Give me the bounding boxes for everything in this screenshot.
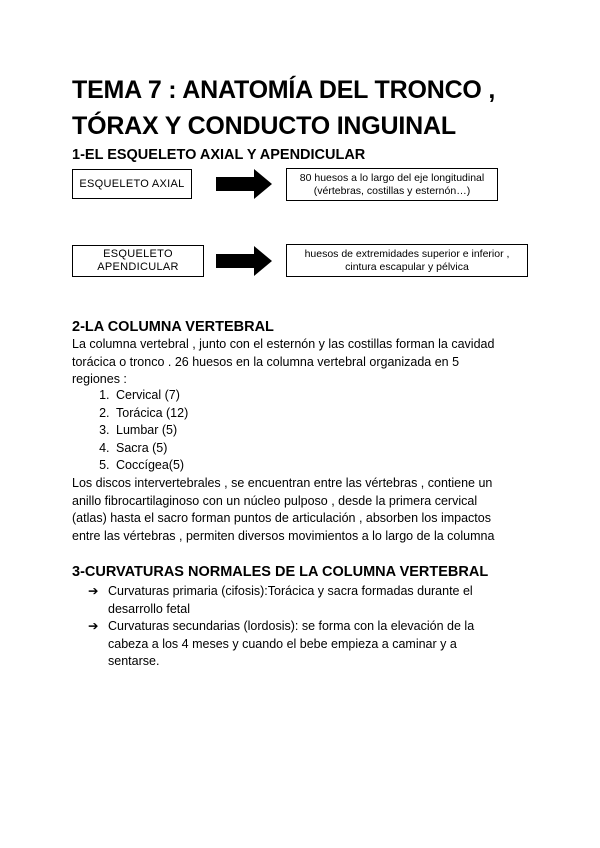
list-item	[88, 583, 528, 618]
bullet-line: Curvaturas primaria (cifosis):Torácica y sacra formadas durante el	[108, 584, 473, 598]
title-line-1: TEMA 7 : ANATOMÍA DEL TRONCO ,	[72, 76, 496, 104]
section-2-heading: 2-LA COLUMNA VERTEBRAL	[72, 319, 274, 335]
bullet-line: Curvaturas secundarias (lordosis): se forma con la elevación de la	[108, 619, 475, 634]
list-item: 4. Sacra (5)	[113, 440, 188, 458]
bullet-line: desarrollo fetal	[108, 601, 190, 616]
arrow-bullet-icon: ➔	[88, 584, 99, 598]
list-item: 3. Lumbar (5)	[113, 422, 188, 440]
axial-skeleton-label: ESQUELETO AXIAL	[79, 177, 185, 190]
axial-description-line-1: 80 huesos a lo largo del eje longitudinal	[299, 171, 485, 184]
intervertebral-discs-paragraph	[72, 475, 542, 545]
axial-skeleton-box	[72, 169, 192, 199]
column-intro-paragraph	[72, 336, 532, 389]
arrow-bullet-icon: ➔	[88, 619, 99, 634]
bullet-line: sentarse.	[108, 654, 160, 669]
axial-description-line-2: (vértebras, costillas y esternón…)	[313, 184, 471, 197]
appendicular-description-line-1: huesos de extremidades superior e inferior ,	[304, 247, 510, 260]
discs-line: anillo fibrocartilaginoso con un núcleo pulposo , desde la primera cervical	[72, 493, 478, 508]
curvatures-list	[88, 583, 528, 671]
page-title	[72, 72, 552, 144]
list-item: 1. Cervical (7)	[113, 387, 188, 405]
list-item: 2. Torácica (12)	[113, 405, 188, 423]
intro-line: La columna vertebral , junto con el esternón y las costillas forman la cavidad	[72, 337, 495, 351]
bullet-line: cabeza a los 4 meses y cuando el bebe empieza a caminar y a	[108, 636, 457, 651]
intro-line: regiones :	[72, 372, 127, 387]
right-arrow-icon	[216, 169, 272, 199]
appendicular-label-line-1: ESQUELETO	[103, 248, 173, 260]
appendicular-description-line-2: cintura escapular y pélvica	[345, 260, 469, 273]
discs-line: (atlas) hasta el sacro forman puntos de articulación , absorben los impactos	[72, 511, 491, 526]
discs-line: entre las vértebras , permiten diversos movimientos a lo largo de la columna	[72, 528, 495, 543]
axial-skeleton-description-box	[286, 168, 498, 201]
intro-line: torácica o tronco . 26 huesos en la columna vertebral organizada en 5	[72, 354, 460, 369]
list-item	[88, 618, 528, 671]
right-arrow-icon	[216, 246, 272, 276]
vertebral-regions-list	[72, 387, 188, 475]
section-3-heading: 3-CURVATURAS NORMALES DE LA COLUMNA VERTEBRAL	[72, 564, 489, 580]
appendicular-skeleton-box	[72, 245, 204, 277]
discs-line: Los discos intervertebrales , se encuentran entre las vértebras , contiene un	[72, 476, 493, 490]
section-1-heading: 1-EL ESQUELETO AXIAL Y APENDICULAR	[72, 147, 366, 163]
appendicular-label-line-2: APENDICULAR	[97, 261, 179, 273]
list-item: 5. Coccígea(5)	[113, 457, 188, 475]
title-line-2: TÓRAX Y CONDUCTO INGUINAL	[72, 112, 456, 140]
appendicular-skeleton-description-box	[286, 244, 528, 277]
